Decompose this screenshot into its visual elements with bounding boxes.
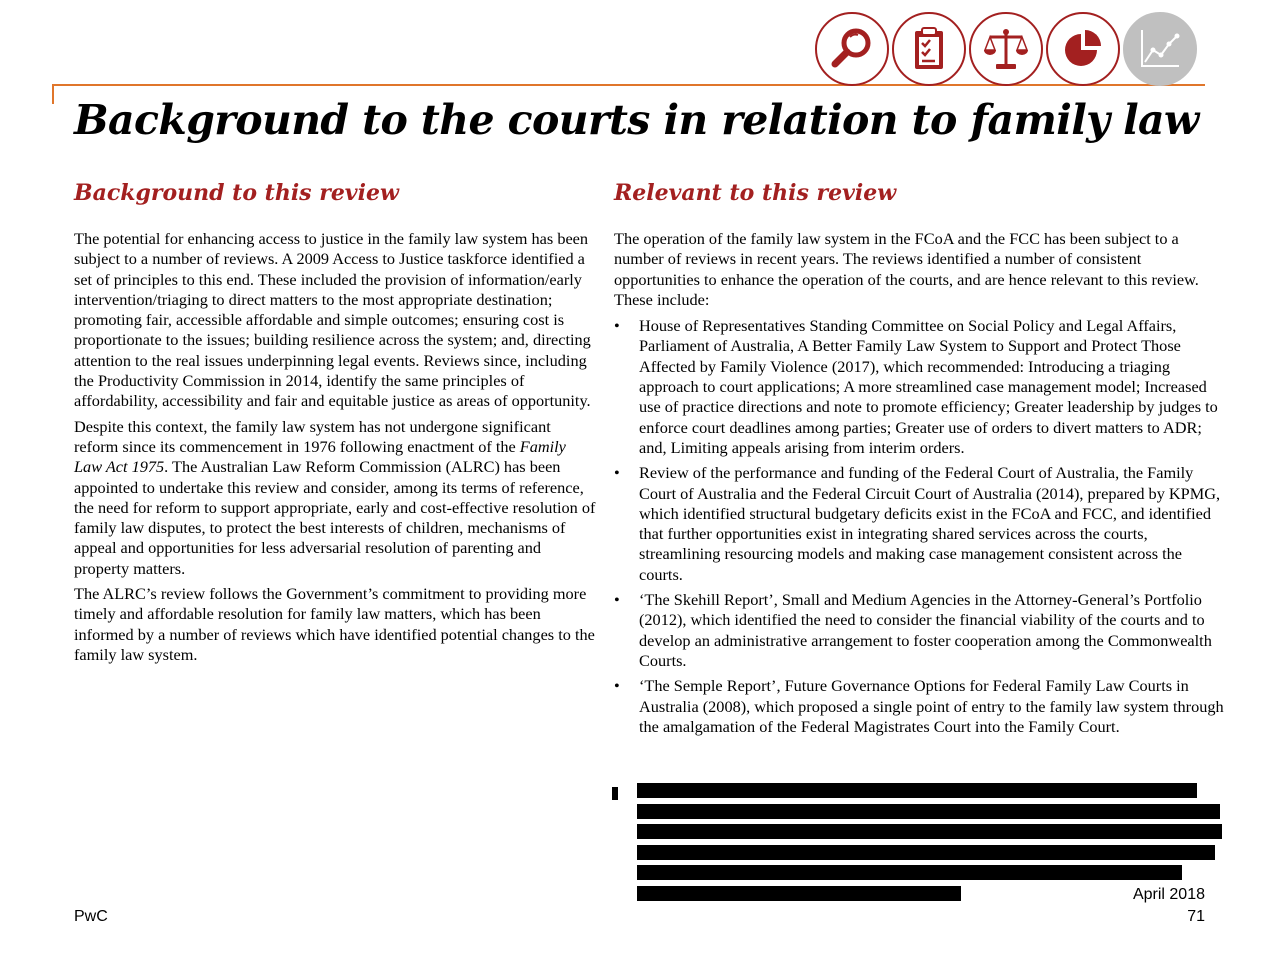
- redaction-bar: [637, 824, 1222, 839]
- redaction-bar: [637, 845, 1215, 860]
- list-item: • Review of the performance and funding of the Federal Court of Australia, the Family Court of Australia and the Federal Circuit Court of Australia (2014), prepared by KPMG, which identified structural budgetary deficits exist in the FCoA and FCC, and identified that further opportunities exist in integrating shared services across the courts, streamlining resourcing models and making case management consistent across the courts.: [614, 463, 1228, 585]
- checklist-icon: [892, 12, 966, 86]
- list-item: • ‘The Skehill Report’, Small and Medium Agencies in the Attorney-General’s Portfolio (2012), which identified the need to consider the financial viability of the courts and to develop an administrative arrangement to foster cooperation among the Commonwealth Courts.: [614, 590, 1228, 671]
- header-rule-tick: [52, 84, 54, 104]
- list-item: • ‘The Semple Report’, Future Governance Options for Federal Family Law Courts in Australia (2008), which proposed a single point of entry to the family law system through the amalgamation of the Federal Magistrates Court into the Family Court.: [614, 676, 1228, 737]
- right-column: [614, 178, 1228, 742]
- redaction-bar: [612, 787, 618, 800]
- footer-brand: PwC: [74, 908, 108, 925]
- line-chart-icon: [1123, 12, 1197, 86]
- left-paragraph-1: The potential for enhancing access to justice in the family law system has been subject to a number of reviews. A 2009 Access to Justice taskforce identified a set of principles to this end. These included the provision of information/early intervention/triaging to direct matters to the most appropriate destination; promoting fair, accessible affordable and simple outcomes; ensuring cost is proportionate to the issues; building resilience across the system; and, directing attention to the real issues underpinning legal events. Reviews since, including the Productivity Commission in 2014, identify the same principles of affordability, accessibility and fair and equitable justice as areas of opportunity.: [74, 229, 591, 411]
- footer-date: April 2018: [1132, 886, 1205, 903]
- redaction-bar: [637, 865, 1182, 880]
- page-title: Background to the courts in relation to family law: [74, 96, 1199, 144]
- left-heading: Background to this review: [74, 180, 399, 206]
- left-paragraph-3: The ALRC’s review follows the Government’s commitment to providing more timely and affordable resolution for family law matters, which has been informed by a number of reviews which have identified potential changes to the family law system.: [74, 584, 595, 664]
- page-number: 71: [1187, 908, 1205, 925]
- act-title: Family Law Act 1975: [74, 436, 566, 477]
- section-icons: [815, 12, 1197, 86]
- pie-chart-icon: [1046, 12, 1120, 86]
- left-column: [74, 178, 598, 670]
- review-list: [614, 316, 1228, 737]
- redaction-bar: [637, 804, 1220, 819]
- right-intro: The operation of the family law system in the FCoA and the FCC has been subject to a number of reviews in recent years. The reviews identified a number of consistent opportunities to enhance the operation of the courts, and are hence relevant to this review. These include:: [614, 229, 1199, 309]
- list-item: • House of Representatives Standing Committee on Social Policy and Legal Affairs, Parliament of Australia, A Better Family Law System to Support and Protect Those Affected by Family Violence (2017), which recommended: Introducing a triaging approach to court applications; A more streamlined case management model; Increased use of practice directions and note to promote efficiency; Greater leadership by judges to enforce court deadlines among parties; Greater use of orders to divert matters to ADR; and, Limiting appeals arising from interim orders.: [614, 316, 1228, 458]
- redacted-block: [612, 783, 1232, 903]
- scales-icon: [969, 12, 1043, 86]
- magnifier-icon: [815, 12, 889, 86]
- redaction-bar: [637, 886, 961, 901]
- left-paragraph-2: Despite this context, the family law system has not undergone significant reform since its commencement in 1976 following enactment of the Family Law Act 1975. The Australian Law Reform Commission (ALRC) has been appointed to undertake this review and consider, among its terms of reference, the need for reform to support appropriate, early and cost-effective resolution of family law disputes, to protect the best interests of children, mechanisms of appeal and opportunities for less adversarial resolution of parenting and property matters.: [74, 416, 596, 578]
- redaction-bar: [637, 783, 1197, 798]
- right-heading: Relevant to this review: [614, 180, 897, 206]
